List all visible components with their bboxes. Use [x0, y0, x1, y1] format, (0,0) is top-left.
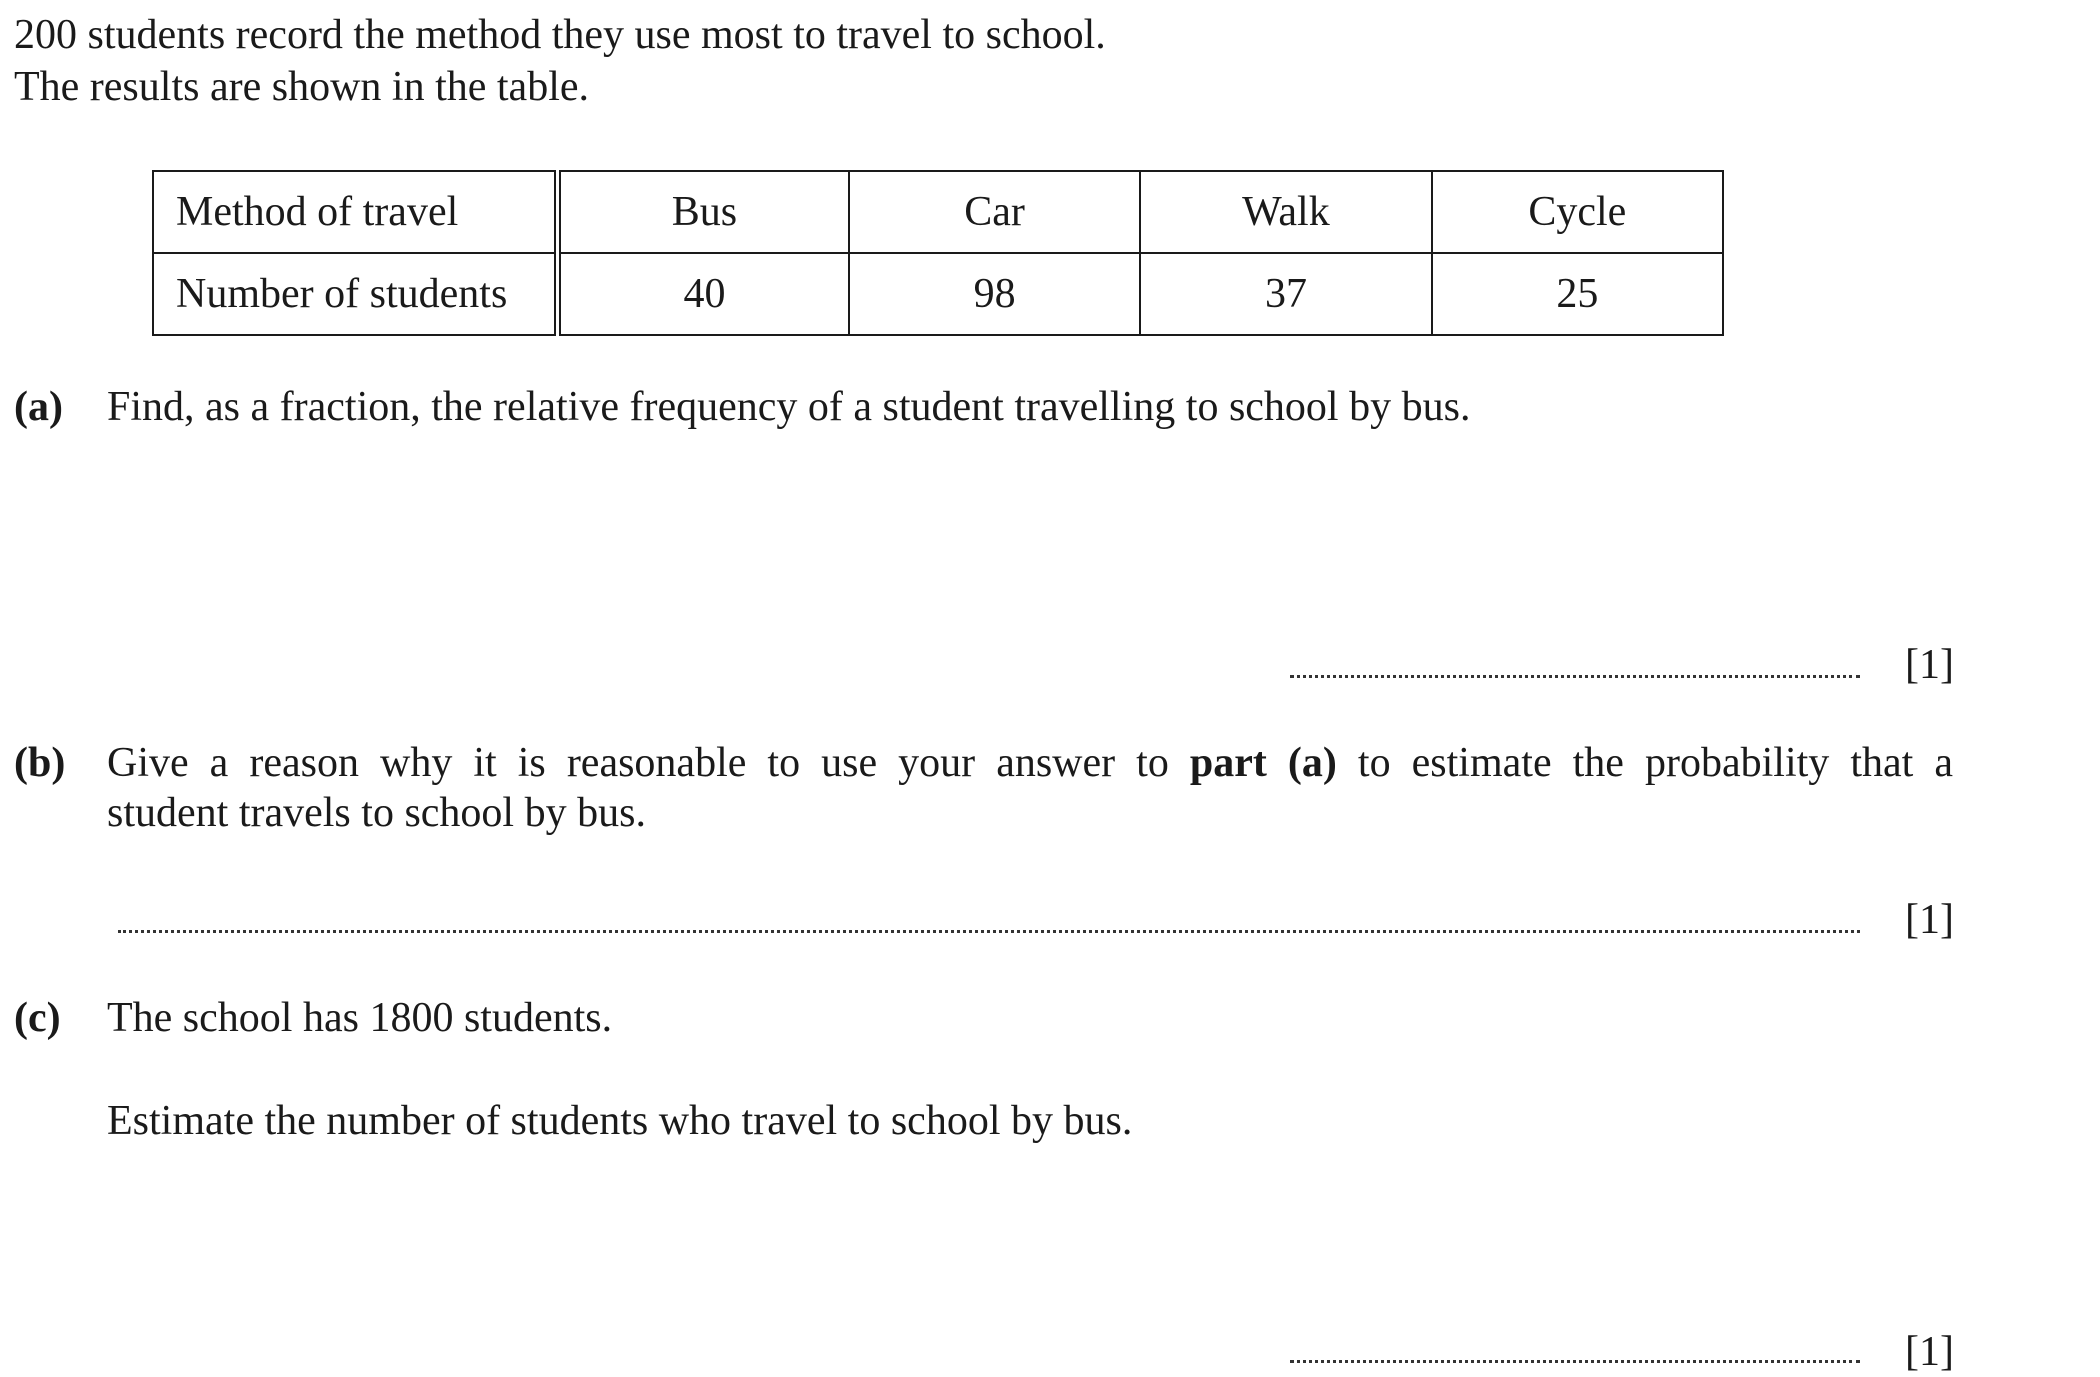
- count-walk-cell: 37: [1140, 253, 1431, 335]
- count-bus-cell: 40: [558, 253, 849, 335]
- question-a-label: (a): [14, 384, 63, 430]
- answer-line-b[interactable]: [118, 930, 1860, 933]
- question-b-label: (b): [14, 740, 66, 786]
- table-row-counts: [153, 253, 1723, 335]
- travel-method-table: [152, 170, 1724, 336]
- question-c-label: (c): [14, 995, 61, 1041]
- question-b-line-2: student travels to school by bus.: [107, 790, 646, 837]
- row-header-method: Method of travel: [153, 171, 558, 253]
- table-row-methods: [153, 171, 1723, 253]
- question-b-line-1: [107, 738, 1953, 788]
- intro-line-1: 200 students record the method they use most to travel to school.: [14, 12, 1106, 58]
- method-cycle-cell: Cycle: [1432, 171, 1723, 253]
- question-b-text-after: to estimate the probability that a: [1336, 740, 1953, 786]
- count-cycle-cell: 25: [1432, 253, 1723, 335]
- count-car-cell: 98: [849, 253, 1140, 335]
- question-b-text-before: Give a reason why it is reasonable to use your answer to: [107, 740, 1190, 786]
- marks-c: [1]: [1905, 1329, 1954, 1375]
- method-bus-cell: Bus: [558, 171, 849, 253]
- intro-line-2: The results are shown in the table.: [14, 64, 589, 110]
- row-header-number: Number of students: [153, 253, 558, 335]
- method-walk-cell: Walk: [1140, 171, 1431, 253]
- question-b-part-reference: part (a): [1189, 740, 1337, 786]
- marks-a: [1]: [1905, 642, 1954, 688]
- marks-b: [1]: [1905, 897, 1954, 943]
- answer-line-c[interactable]: [1290, 1360, 1860, 1363]
- question-c-text-2: Estimate the number of students who travel to school by bus.: [107, 1098, 1133, 1144]
- question-a-text: Find, as a fraction, the relative frequency of a student travelling to school by bus.: [107, 384, 1471, 430]
- question-b-text: [107, 738, 1953, 839]
- question-c-text-1: The school has 1800 students.: [107, 995, 613, 1041]
- method-car-cell: Car: [849, 171, 1140, 253]
- answer-line-a[interactable]: [1290, 675, 1860, 678]
